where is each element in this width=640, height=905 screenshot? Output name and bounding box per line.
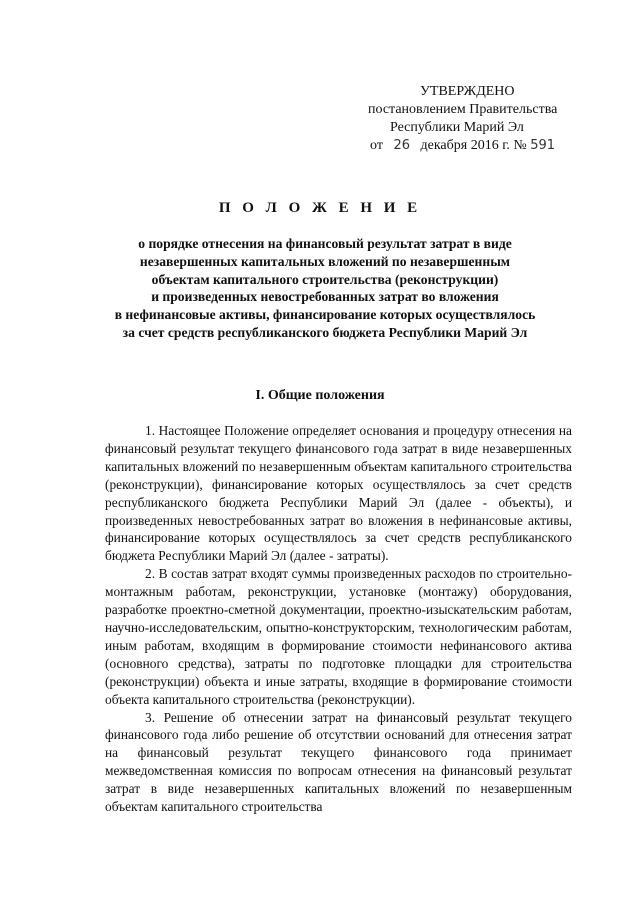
approval-day: 26	[393, 138, 410, 153]
approval-from: от	[370, 138, 383, 153]
subtitle-line: в нефинансовые активы, финансирование которых осуществлялось	[114, 307, 536, 323]
document-subtitle	[90, 235, 560, 342]
subtitle-line: незавершенных капитальных вложений по незавершенным	[139, 253, 511, 269]
paragraph-2: 2. В состав затрат входят суммы произведенных расходов по строительно-монтажным работам, реконструкции, установке (монтажу) оборудования, разработке проектно-сметной документации, проектно-изыскательским работам, научно-исследовательским, опытно-конструкторским, технологическим работам, иным работам, входящим в формирование стоимости нефинансового актива (основного средства), затраты по подготовке площадки для строительства (реконструкции) объекта и иные затраты, входящие в формирование стоимости объекта капитального строительства (реконструкции).	[105, 566, 572, 707]
approval-number: 591	[530, 138, 556, 153]
subtitle-line: объектам капитального строительства (реконструкции)	[151, 271, 499, 287]
paragraph-1: 1. Настоящее Положение определяет основания и процедуру отнесения на финансовый результат текущего финансового года затрат в виде незавершенных капитальных вложений по незавершенным объектам капитального строительства (реконструкции), финансирование которых осуществлялось за счет средств республиканского бюджета Республики Марий Эл (далее - объекты), и произведенных невостребованных затрат во вложения в нефинансовые активы, финансирование которых осуществлялось за счет средств республиканского бюджета Республики Марий Эл (далее - затраты).	[105, 423, 572, 564]
approval-stamp	[368, 83, 608, 155]
document-body	[105, 422, 572, 816]
approval-date-line	[368, 137, 608, 155]
approval-heading: УТВЕРЖДЕНО	[420, 84, 515, 99]
approval-month-year: декабря 2016 г. №	[420, 138, 527, 153]
approval-decree: постановлением Правительства	[368, 102, 558, 117]
document-title: П О Л О Ж Е Н И Е	[218, 200, 422, 216]
paragraph-3: 3. Решение об отнесении затрат на финансовый результат текущего финансового года либо решение об отсутствии оснований для отнесения затрат на финансовый результат текущего финансового года принимает межведомственная комиссия по вопросам отнесения на финансовый результат затрат в виде незавершенных капитальных вложений по незавершенным объектам капитального строительства	[105, 709, 572, 815]
section-heading: I. Общие положения	[255, 388, 385, 403]
approval-republic: Республики Марий Эл	[390, 120, 524, 135]
subtitle-line: о порядке отнесения на финансовый результат затрат в виде	[138, 236, 512, 251]
subtitle-line: и произведенных невостребованных затрат во вложения	[151, 289, 499, 305]
subtitle-line: за счет средств республиканского бюджета Республики Марий Эл	[122, 324, 528, 340]
